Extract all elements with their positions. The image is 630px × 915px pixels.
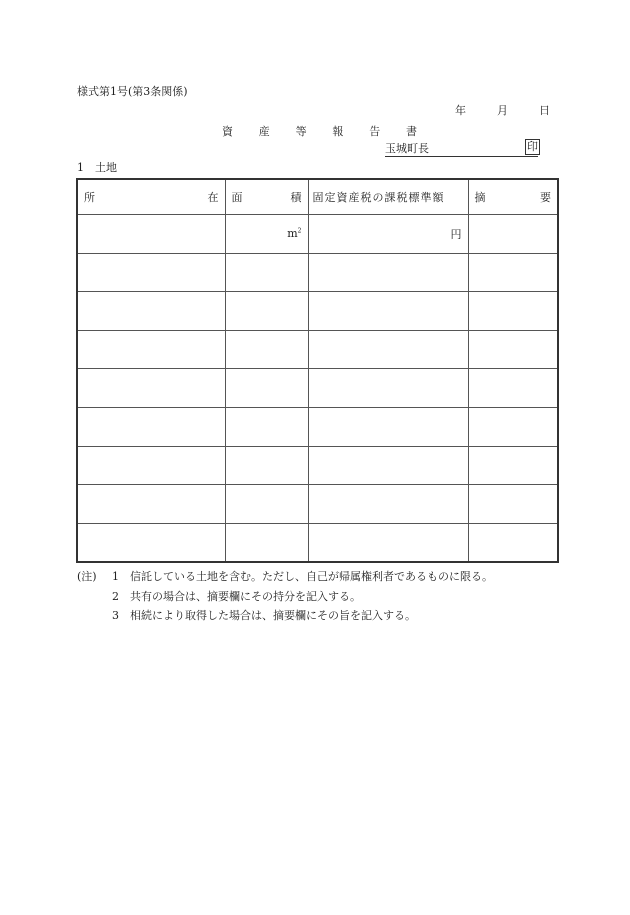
addressee: 玉城町長 (385, 142, 538, 157)
note-item: (注) 1 信託している土地を含む。ただし、自己が帰属権利者であるものに限る。 (77, 567, 493, 587)
cell-area[interactable] (225, 292, 308, 331)
title-char: 告 (369, 125, 381, 138)
cell-area[interactable]: $m^2$ (225, 215, 308, 254)
note-item: 3 相続により取得した場合は、摘要欄にその旨を記入する。 (112, 609, 416, 622)
cell-tax-base[interactable] (308, 292, 468, 331)
header-remarks: 摘 要 (468, 179, 558, 215)
cell-area[interactable] (225, 330, 308, 369)
table-row (77, 407, 558, 446)
cell-tax-base[interactable] (308, 485, 468, 524)
notes (77, 567, 493, 626)
table-row (77, 523, 558, 562)
cell-remarks[interactable] (468, 330, 558, 369)
cell-location[interactable] (77, 253, 225, 292)
cell-location[interactable] (77, 446, 225, 485)
form-number: 様式第1号(第3条関係) (77, 85, 188, 98)
header-tax-base: 固定資産税の課税標準額 (308, 179, 468, 215)
cell-tax-base[interactable] (308, 369, 468, 408)
cell-remarks[interactable] (468, 446, 558, 485)
date-line (455, 104, 550, 118)
cell-tax-base[interactable]: 円 (308, 215, 468, 254)
cell-area[interactable] (225, 446, 308, 485)
date-month: 月 (497, 104, 508, 117)
cell-remarks[interactable] (468, 485, 558, 524)
cell-remarks[interactable] (468, 253, 558, 292)
title-char: 報 (332, 125, 344, 138)
cell-location[interactable] (77, 485, 225, 524)
table-header-row (77, 179, 558, 215)
table-row (77, 369, 558, 408)
table-row (77, 215, 558, 254)
cell-location[interactable] (77, 215, 225, 254)
note-item: 2 共有の場合は、摘要欄にその持分を記入する。 (112, 589, 361, 603)
cell-area[interactable] (225, 523, 308, 562)
cell-remarks[interactable] (468, 407, 558, 446)
cell-tax-base[interactable] (308, 253, 468, 292)
title-char: 等 (295, 125, 307, 138)
cell-tax-base[interactable] (308, 407, 468, 446)
seal-box: 印 (527, 140, 538, 153)
cell-tax-base[interactable] (308, 330, 468, 369)
cell-remarks[interactable] (468, 292, 558, 331)
title-char: 資 (222, 125, 233, 138)
header-location: 所 在 (77, 179, 225, 215)
section-label: 土地 (95, 161, 117, 174)
table-row (77, 253, 558, 292)
section-heading (77, 161, 117, 175)
cell-area[interactable] (225, 253, 308, 292)
table-row (77, 485, 558, 524)
table-row (77, 330, 558, 369)
notes-prefix: (注) (77, 570, 97, 583)
cell-location[interactable] (77, 523, 225, 562)
title-char: 産 (258, 125, 270, 138)
document-title (222, 123, 417, 139)
title-char: 書 (405, 125, 417, 138)
cell-area[interactable] (225, 485, 308, 524)
date-day: 日 (539, 104, 550, 117)
cell-location[interactable] (77, 407, 225, 446)
date-year: 年 (455, 104, 466, 117)
cell-tax-base[interactable] (308, 523, 468, 562)
header-area: 面 積 (225, 179, 308, 215)
cell-area[interactable] (225, 369, 308, 408)
cell-location[interactable] (77, 292, 225, 331)
section-number: 1 (77, 161, 84, 174)
asset-table (76, 178, 559, 563)
cell-area[interactable] (225, 407, 308, 446)
table-row (77, 292, 558, 331)
cell-tax-base[interactable] (308, 446, 468, 485)
cell-remarks[interactable] (468, 523, 558, 562)
cell-location[interactable] (77, 330, 225, 369)
cell-remarks[interactable] (468, 369, 558, 408)
cell-remarks[interactable] (468, 215, 558, 254)
cell-location[interactable] (77, 369, 225, 408)
table-row (77, 446, 558, 485)
